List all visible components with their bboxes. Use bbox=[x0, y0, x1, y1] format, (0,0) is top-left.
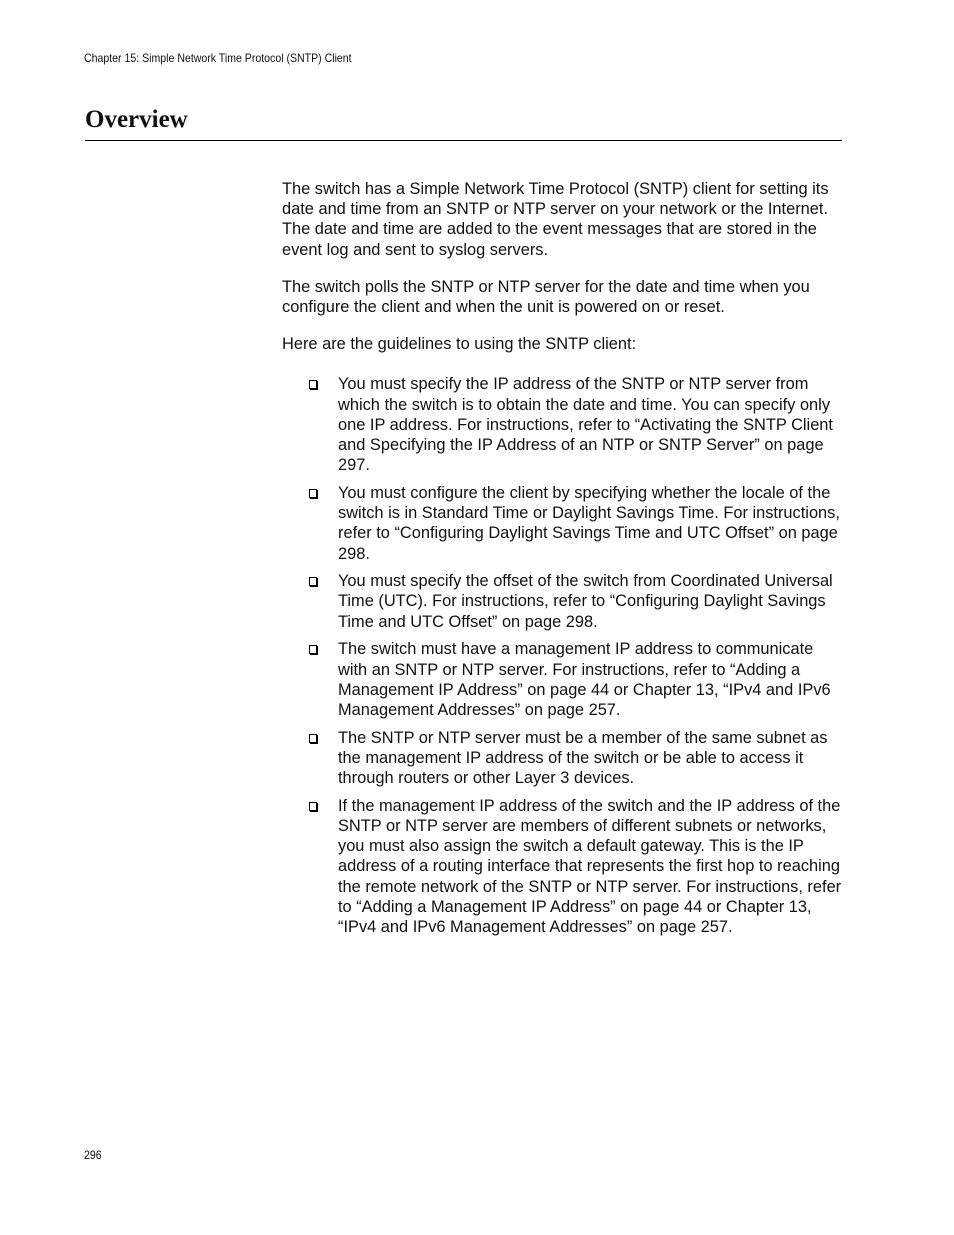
guideline-item bbox=[282, 728, 846, 789]
square-bullet-icon bbox=[309, 802, 317, 811]
section-title: Overview bbox=[85, 106, 188, 133]
square-bullet-icon bbox=[309, 380, 317, 389]
running-header: Chapter 15: Simple Network Time Protocol (SNTP) Client bbox=[84, 51, 352, 65]
guidelines-lead-in: Here are the guidelines to using the SNTP client: bbox=[282, 335, 637, 354]
square-bullet-icon bbox=[309, 577, 317, 586]
guidelines-list bbox=[282, 374, 846, 937]
guideline-text: The SNTP or NTP server must be a member of the same subnet as the management IP address of the switch or be able to access it through routers or other Layer 3 devices. bbox=[338, 728, 828, 788]
guideline-text: You must specify the IP address of the SNTP or NTP server from which the switch is to obtain the date and time. You can specify only one IP address. For instructions, refer to “Activating the SNTP Client and Specifying the IP Address of an NTP or SNTP Server” on page 297. bbox=[338, 375, 833, 475]
square-bullet-icon bbox=[309, 734, 317, 743]
guideline-text: You must specify the offset of the switch from Coordinated Universal Time (UTC). For instructions, refer to “Configuring Daylight Savings Time and UTC Offset” on page 298. bbox=[338, 572, 833, 631]
title-rule bbox=[85, 140, 842, 141]
guideline-item bbox=[282, 571, 846, 632]
guideline-text: If the management IP address of the switch and the IP address of the SNTP or NTP server are members of different subnets or networks, you must also assign the switch a default gateway. This is the IP address of a routing interface that represents the first hop to reaching the remote network of the SNTP or NTP server. For instructions, refer to “Adding a Management IP Address” on page 44 or Chapter 13, “IPv4 and IPv6 Management Addresses” on page 257. bbox=[338, 796, 842, 936]
guideline-item bbox=[282, 639, 846, 720]
guideline-item bbox=[282, 374, 846, 475]
intro-paragraph: The switch has a Simple Network Time Protocol (SNTP) client for setting its date and time from an SNTP or NTP server on your network or the Internet. The date and time are added to the event messages that are stored in the event log and sent to syslog servers. bbox=[282, 180, 829, 259]
square-bullet-icon bbox=[309, 489, 317, 498]
guideline-text: You must configure the client by specifying whether the locale of the switch is in Standard Time or Daylight Savings Time. For instructions, refer to “Configuring Daylight Savings Time and UTC Offset” on page 298. bbox=[338, 483, 840, 563]
guideline-item bbox=[282, 483, 846, 564]
guideline-text: The switch must have a management IP address to communicate with an SNTP or NTP server. For instructions, refer to “Adding a Management IP Address” on page 44 or Chapter 13, “IPv4 and IPv6 Management Addresses” on page 257. bbox=[338, 640, 831, 719]
page-number: 296 bbox=[84, 1148, 102, 1162]
polling-paragraph: The switch polls the SNTP or NTP server for the date and time when you configure the client and when the unit is powered on or reset. bbox=[282, 277, 810, 317]
square-bullet-icon bbox=[309, 645, 317, 654]
guideline-item bbox=[282, 796, 846, 937]
body-text bbox=[282, 179, 846, 945]
